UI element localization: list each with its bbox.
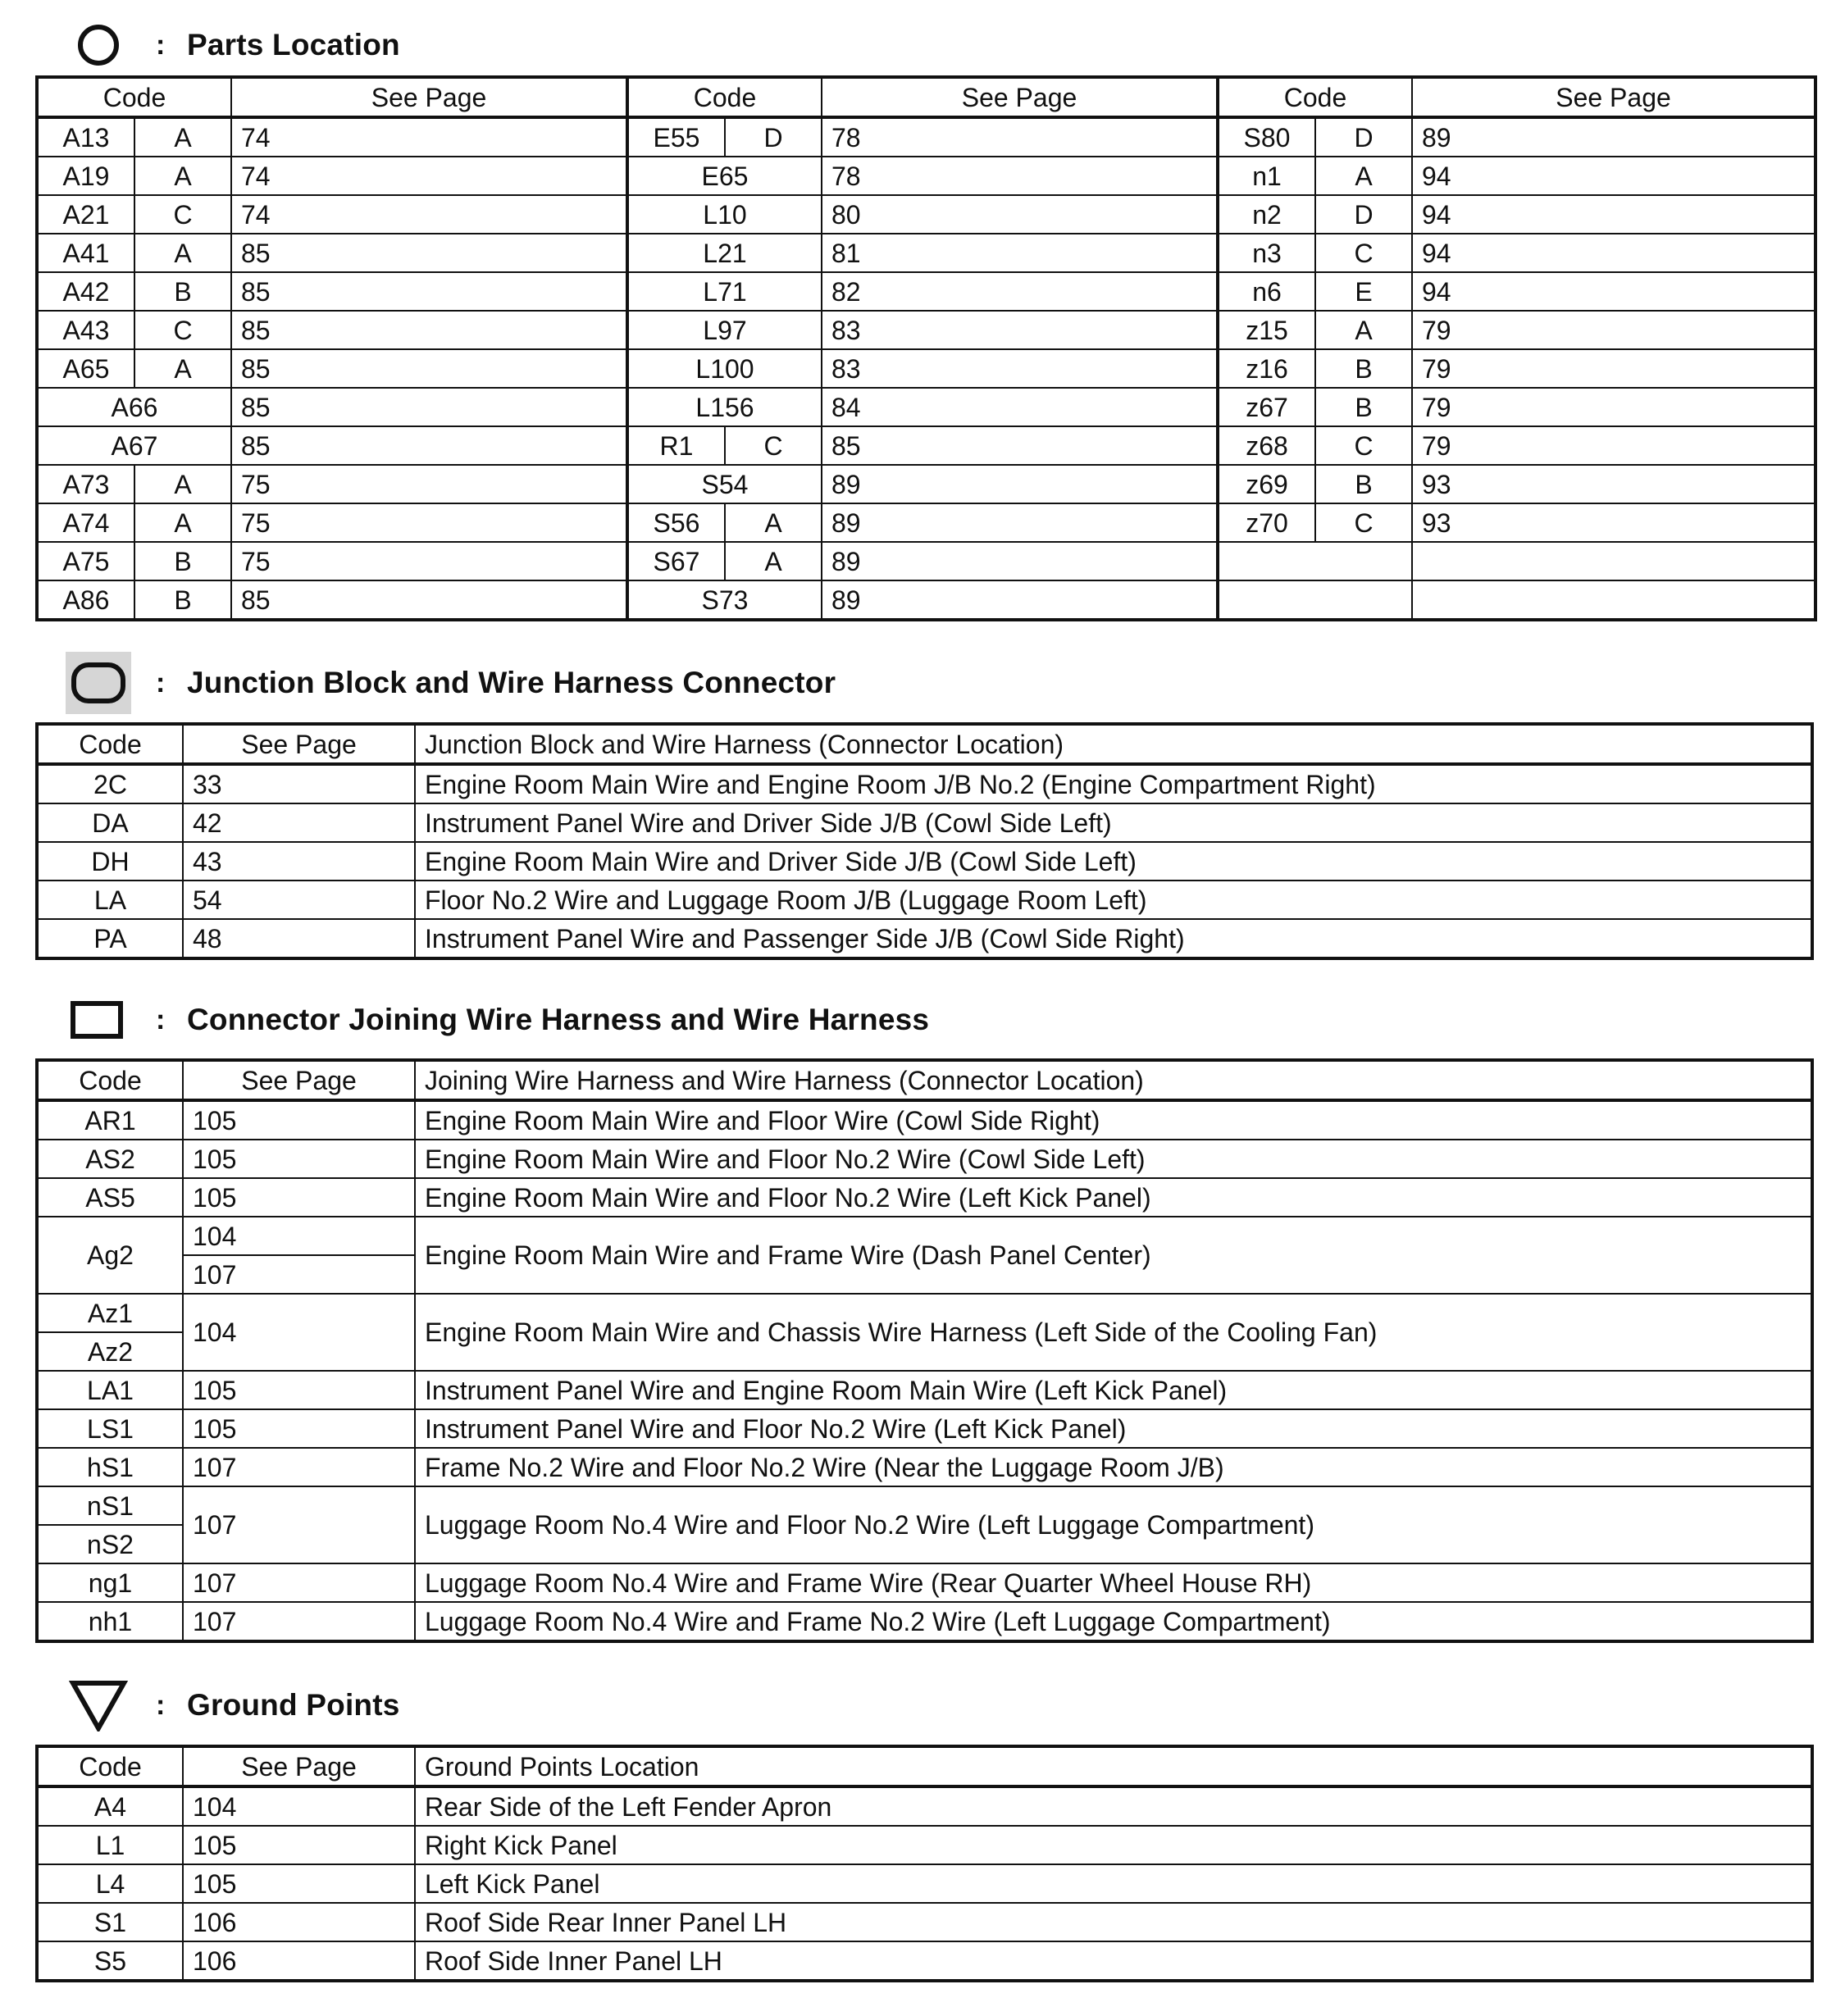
table-row (37, 803, 1812, 842)
table-row (37, 195, 1815, 234)
code-cell: S67 (627, 542, 725, 580)
code-cell: L21 (627, 234, 822, 272)
see-page-cell: 74 (231, 117, 627, 157)
see-page-cell: 85 (231, 580, 627, 620)
code-cell: S56 (627, 503, 725, 542)
table-header-row (37, 1746, 1812, 1786)
see-page-cell: 85 (822, 426, 1218, 465)
code-cell: Az2 (37, 1332, 183, 1371)
table-row (37, 157, 1815, 195)
code-cell: Az1 (37, 1294, 183, 1332)
table-row (37, 1217, 1812, 1255)
heading-colon: : (156, 29, 166, 61)
table-row (37, 465, 1815, 503)
location-letter-cell: B (134, 272, 231, 311)
location-letter-cell: A (725, 542, 822, 580)
parts-location-heading (64, 12, 400, 78)
table-row (37, 542, 1815, 580)
table-row (37, 1563, 1812, 1602)
table-row (37, 1864, 1812, 1903)
table-row (37, 1486, 1812, 1525)
see-page-cell: 105 (183, 1178, 415, 1217)
code-cell: Ag2 (37, 1217, 183, 1294)
see-page-cell: 85 (231, 234, 627, 272)
inverted-triangle-icon (64, 1672, 133, 1738)
code-cell (1218, 580, 1412, 620)
code-cell: A65 (37, 349, 134, 388)
location-letter-cell: D (1315, 195, 1412, 234)
location-letter-cell: C (1315, 426, 1412, 465)
location-letter-cell: A (1315, 157, 1412, 195)
see-page-cell: 82 (822, 272, 1218, 311)
code-cell: z68 (1218, 426, 1315, 465)
see-page-cell: 106 (183, 1903, 415, 1941)
see-page-cell: 105 (183, 1864, 415, 1903)
location-cell: Instrument Panel Wire and Floor No.2 Wire (Left Kick Panel) (415, 1409, 1812, 1448)
code-cell: z69 (1218, 465, 1315, 503)
see-page-cell: 85 (231, 388, 627, 426)
location-letter-cell: B (1315, 388, 1412, 426)
see-page-cell (1412, 580, 1815, 620)
see-page-cell: 107 (183, 1563, 415, 1602)
see-page-cell (1412, 542, 1815, 580)
location-letter-cell: A (134, 465, 231, 503)
location-cell: Instrument Panel Wire and Engine Room Main Wire (Left Kick Panel) (415, 1371, 1812, 1409)
table-row (37, 1140, 1812, 1178)
location-cell: Floor No.2 Wire and Luggage Room J/B (Luggage Room Left) (415, 881, 1812, 919)
location-cell: Engine Room Main Wire and Frame Wire (Dash Panel Center) (415, 1217, 1812, 1294)
code-cell: 2C (37, 764, 183, 803)
location-letter-cell: A (134, 349, 231, 388)
connector-joining-heading (64, 987, 929, 1053)
code-cell: n3 (1218, 234, 1315, 272)
see-page-cell: 94 (1412, 157, 1815, 195)
heading-colon: : (156, 1003, 166, 1035)
code-cell: n2 (1218, 195, 1315, 234)
location-letter-cell: C (725, 426, 822, 465)
location-cell: Left Kick Panel (415, 1864, 1812, 1903)
see-page-cell: 85 (231, 426, 627, 465)
see-page-cell: 79 (1412, 349, 1815, 388)
location-letter-cell: B (1315, 349, 1412, 388)
location-letter-cell: A (134, 157, 231, 195)
see-page-cell: 85 (231, 272, 627, 311)
location-cell: Frame No.2 Wire and Floor No.2 Wire (Near the Luggage Room J/B) (415, 1448, 1812, 1486)
code-cell: S5 (37, 1941, 183, 1981)
see-page-cell: 79 (1412, 311, 1815, 349)
column-header-see-page: See Page (183, 1060, 415, 1100)
code-cell: L100 (627, 349, 822, 388)
table-row (37, 842, 1812, 881)
ground-points-heading (64, 1672, 400, 1738)
location-letter-cell: D (1315, 117, 1412, 157)
table-row (37, 1602, 1812, 1641)
location-cell: Roof Side Inner Panel LH (415, 1941, 1812, 1981)
see-page-cell: 94 (1412, 272, 1815, 311)
table-row (37, 388, 1815, 426)
code-cell: z70 (1218, 503, 1315, 542)
see-page-cell: 107 (183, 1602, 415, 1641)
see-page-cell: 85 (231, 311, 627, 349)
see-page-cell: 94 (1412, 195, 1815, 234)
see-page-cell: 83 (822, 349, 1218, 388)
code-cell: L97 (627, 311, 822, 349)
code-cell: AS2 (37, 1140, 183, 1178)
location-letter-cell: B (134, 580, 231, 620)
see-page-cell: 89 (822, 465, 1218, 503)
see-page-cell: 75 (231, 503, 627, 542)
see-page-cell: 81 (822, 234, 1218, 272)
see-page-cell: 80 (822, 195, 1218, 234)
code-cell: R1 (627, 426, 725, 465)
see-page-cell: 54 (183, 881, 415, 919)
heading-colon: : (156, 1689, 166, 1721)
parts-location-table (35, 75, 1817, 621)
see-page-cell: 104 (183, 1217, 415, 1255)
column-header-code: Code (627, 77, 822, 117)
code-cell: A74 (37, 503, 134, 542)
code-cell: A42 (37, 272, 134, 311)
code-cell: E55 (627, 117, 725, 157)
code-cell: AR1 (37, 1100, 183, 1140)
junction-block-table (35, 722, 1814, 960)
column-header-see-page: See Page (1412, 77, 1815, 117)
see-page-cell: 85 (231, 349, 627, 388)
location-letter-cell: C (1315, 234, 1412, 272)
location-cell: Luggage Room No.4 Wire and Frame Wire (Rear Quarter Wheel House RH) (415, 1563, 1812, 1602)
heading-colon: : (156, 667, 166, 699)
code-cell: z15 (1218, 311, 1315, 349)
column-header-code: Code (37, 1746, 183, 1786)
see-page-cell: 89 (822, 542, 1218, 580)
table-row (37, 272, 1815, 311)
junction-block-heading (64, 650, 836, 716)
see-page-cell: 89 (822, 580, 1218, 620)
table-row (37, 503, 1815, 542)
code-cell: A86 (37, 580, 134, 620)
code-cell: L1 (37, 1826, 183, 1864)
see-page-cell: 93 (1412, 503, 1815, 542)
table-row (37, 881, 1812, 919)
see-page-cell: 94 (1412, 234, 1815, 272)
location-cell: Right Kick Panel (415, 1826, 1812, 1864)
location-letter-cell: B (134, 542, 231, 580)
table-row (37, 1371, 1812, 1409)
see-page-cell: 75 (231, 465, 627, 503)
code-cell: nh1 (37, 1602, 183, 1641)
code-cell: A21 (37, 195, 134, 234)
see-page-cell: 105 (183, 1371, 415, 1409)
code-cell: DH (37, 842, 183, 881)
column-header-code: Code (1218, 77, 1412, 117)
rounded-rectangle-shaded-icon (64, 650, 133, 716)
section-title: Parts Location (187, 28, 400, 61)
location-cell: Engine Room Main Wire and Engine Room J/B No.2 (Engine Compartment Right) (415, 764, 1812, 803)
code-cell: S73 (627, 580, 822, 620)
section-title: Ground Points (187, 1688, 400, 1722)
table-row (37, 764, 1812, 803)
see-page-cell: 33 (183, 764, 415, 803)
see-page-cell: 79 (1412, 426, 1815, 465)
code-cell: L10 (627, 195, 822, 234)
code-cell: LA1 (37, 1371, 183, 1409)
connector-joining-table (35, 1058, 1814, 1643)
code-cell: E65 (627, 157, 822, 195)
column-header-code: Code (37, 724, 183, 764)
table-row (37, 1294, 1812, 1332)
rectangle-symbol-icon (64, 987, 133, 1053)
column-header-junction-location: Junction Block and Wire Harness (Connector Location) (415, 724, 1812, 764)
section-title: Connector Joining Wire Harness and Wire Harness (187, 1003, 930, 1036)
circle-symbol-icon (64, 12, 133, 78)
ground-points-table (35, 1745, 1814, 1982)
see-page-cell: 75 (231, 542, 627, 580)
table-row (37, 311, 1815, 349)
location-letter-cell: A (134, 503, 231, 542)
see-page-cell: 104 (183, 1786, 415, 1826)
see-page-cell: 93 (1412, 465, 1815, 503)
column-header-see-page: See Page (183, 724, 415, 764)
see-page-cell: 89 (822, 503, 1218, 542)
see-page-cell: 48 (183, 919, 415, 958)
see-page-cell: 107 (183, 1255, 415, 1294)
table-header-row (37, 724, 1812, 764)
location-letter-cell: A (1315, 311, 1412, 349)
column-header-connector-location: Joining Wire Harness and Wire Harness (Connector Location) (415, 1060, 1812, 1100)
table-row (37, 1178, 1812, 1217)
see-page-cell: 43 (183, 842, 415, 881)
column-header-see-page: See Page (822, 77, 1218, 117)
table-row (37, 349, 1815, 388)
code-cell: ng1 (37, 1563, 183, 1602)
see-page-cell: 105 (183, 1409, 415, 1448)
code-cell: S80 (1218, 117, 1315, 157)
see-page-cell: 105 (183, 1826, 415, 1864)
location-cell: Engine Room Main Wire and Floor No.2 Wire (Left Kick Panel) (415, 1178, 1812, 1217)
location-letter-cell: A (725, 503, 822, 542)
location-letter-cell: C (1315, 503, 1412, 542)
see-page-cell: 105 (183, 1100, 415, 1140)
location-letter-cell: B (1315, 465, 1412, 503)
see-page-cell: 89 (1412, 117, 1815, 157)
code-cell: A4 (37, 1786, 183, 1826)
code-cell: L71 (627, 272, 822, 311)
code-cell: A67 (37, 426, 231, 465)
see-page-cell: 74 (231, 157, 627, 195)
table-row (37, 580, 1815, 620)
code-cell: z16 (1218, 349, 1315, 388)
code-cell: A41 (37, 234, 134, 272)
table-header-row (37, 1060, 1812, 1100)
column-header-ground-location: Ground Points Location (415, 1746, 1812, 1786)
code-cell: z67 (1218, 388, 1315, 426)
column-header-code: Code (37, 77, 231, 117)
table-row (37, 1409, 1812, 1448)
code-cell: n1 (1218, 157, 1315, 195)
see-page-cell: 74 (231, 195, 627, 234)
location-cell: Engine Room Main Wire and Floor Wire (Cowl Side Right) (415, 1100, 1812, 1140)
see-page-cell: 84 (822, 388, 1218, 426)
location-letter-cell: A (134, 234, 231, 272)
see-page-cell: 104 (183, 1294, 415, 1371)
column-header-see-page: See Page (231, 77, 627, 117)
code-cell: nS2 (37, 1525, 183, 1563)
see-page-cell: 107 (183, 1448, 415, 1486)
location-cell: Engine Room Main Wire and Driver Side J/B (Cowl Side Left) (415, 842, 1812, 881)
code-cell: AS5 (37, 1178, 183, 1217)
code-cell: L156 (627, 388, 822, 426)
location-cell: Instrument Panel Wire and Driver Side J/B (Cowl Side Left) (415, 803, 1812, 842)
table-row (37, 1826, 1812, 1864)
code-cell: S1 (37, 1903, 183, 1941)
code-cell: hS1 (37, 1448, 183, 1486)
see-page-cell: 78 (822, 117, 1218, 157)
table-row (37, 1903, 1812, 1941)
section-title: Junction Block and Wire Harness Connector (187, 666, 836, 699)
table-row (37, 1941, 1812, 1981)
location-letter-cell: C (134, 195, 231, 234)
table-row (37, 117, 1815, 157)
table-row (37, 1786, 1812, 1826)
code-cell: L4 (37, 1864, 183, 1903)
code-cell: LS1 (37, 1409, 183, 1448)
code-cell: A66 (37, 388, 231, 426)
table-row (37, 1100, 1812, 1140)
location-cell: Luggage Room No.4 Wire and Floor No.2 Wire (Left Luggage Compartment) (415, 1486, 1812, 1563)
location-letter-cell: D (725, 117, 822, 157)
table-row (37, 426, 1815, 465)
code-cell: A13 (37, 117, 134, 157)
code-cell: LA (37, 881, 183, 919)
see-page-cell: 107 (183, 1486, 415, 1563)
table-row (37, 1448, 1812, 1486)
see-page-cell: 106 (183, 1941, 415, 1981)
location-cell: Engine Room Main Wire and Floor No.2 Wire (Cowl Side Left) (415, 1140, 1812, 1178)
location-letter-cell: E (1315, 272, 1412, 311)
code-cell: DA (37, 803, 183, 842)
see-page-cell: 105 (183, 1140, 415, 1178)
code-cell: A73 (37, 465, 134, 503)
code-cell: PA (37, 919, 183, 958)
code-cell: A43 (37, 311, 134, 349)
location-cell: Luggage Room No.4 Wire and Frame No.2 Wire (Left Luggage Compartment) (415, 1602, 1812, 1641)
location-cell: Roof Side Rear Inner Panel LH (415, 1903, 1812, 1941)
see-page-cell: 79 (1412, 388, 1815, 426)
see-page-cell: 42 (183, 803, 415, 842)
see-page-cell: 78 (822, 157, 1218, 195)
code-cell (1218, 542, 1412, 580)
table-row (37, 919, 1812, 958)
code-cell: S54 (627, 465, 822, 503)
location-cell: Instrument Panel Wire and Passenger Side J/B (Cowl Side Right) (415, 919, 1812, 958)
see-page-cell: 83 (822, 311, 1218, 349)
code-cell: A19 (37, 157, 134, 195)
column-header-see-page: See Page (183, 1746, 415, 1786)
location-cell: Rear Side of the Left Fender Apron (415, 1786, 1812, 1826)
column-header-code: Code (37, 1060, 183, 1100)
code-cell: n6 (1218, 272, 1315, 311)
code-cell: A75 (37, 542, 134, 580)
location-cell: Engine Room Main Wire and Chassis Wire Harness (Left Side of the Cooling Fan) (415, 1294, 1812, 1371)
code-cell: nS1 (37, 1486, 183, 1525)
table-row (37, 234, 1815, 272)
location-letter-cell: C (134, 311, 231, 349)
location-letter-cell: A (134, 117, 231, 157)
table-header-row (37, 77, 1815, 117)
